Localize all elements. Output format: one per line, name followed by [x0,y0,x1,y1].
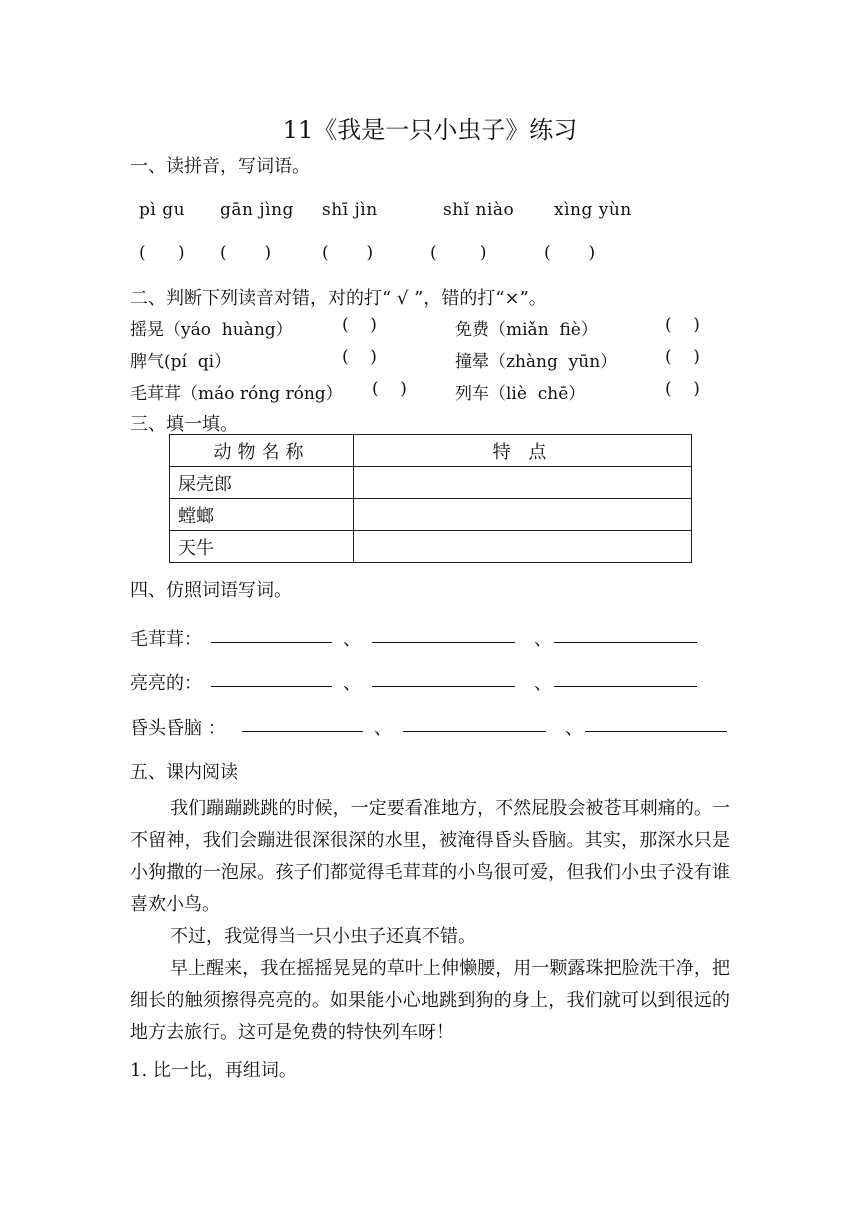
answer-bracket-3[interactable]: ( ) [322,243,374,263]
judge-item-text: 列车（liè chē） [455,384,586,404]
judge-item-text: 免费（miǎn fiè） [455,320,598,340]
pinyin-5: xìng yùn [554,200,632,220]
table-row [170,499,692,531]
pinyin-1: pì gu [139,200,186,220]
question-1: 1. 比一比，再组词。 [130,1060,297,1081]
table-row [170,531,692,563]
judge-item-mark[interactable]: ( ) [342,347,377,367]
separator: 、 [534,629,552,650]
judge-item-mark[interactable]: ( ) [342,315,377,335]
judge-item-mark[interactable]: ( ) [372,379,407,399]
animal-name: 屎壳郎 [170,467,354,499]
answer-blank[interactable] [585,713,727,732]
answer-blank[interactable] [554,668,697,687]
pinyin-2: gān jìng [220,200,294,220]
imitate-label: 亮亮的： [130,673,202,694]
judge-item-text: 摇晃（yáo huàng） [130,320,293,340]
answer-blank[interactable] [242,713,363,732]
judge-item-text: 毛茸茸（máo róng róng） [130,384,343,404]
pinyin-3: shī jìn [322,200,378,220]
reading-passage [130,793,730,1049]
answer-bracket-5[interactable]: ( ) [544,243,596,263]
separator: 、 [565,718,583,739]
animal-table [169,434,692,563]
section1-heading: 一、读拼音，写词语。 [130,156,310,177]
section3-heading: 三、填一填。 [130,414,238,435]
separator: 、 [343,629,361,650]
judge-item-mark[interactable]: ( ) [665,315,700,335]
animal-name: 天牛 [170,531,354,563]
feature-cell[interactable] [354,531,692,563]
answer-blank[interactable] [211,624,332,643]
separator: 、 [374,718,392,739]
judge-item-mark[interactable]: ( ) [665,347,700,367]
separator: 、 [534,673,552,694]
passage-paragraph: 我们蹦蹦跳跳的时候，一定要看准地方，不然屁股会被苍耳刺痛的。一不留神，我们会蹦进很深很深的水里，被淹得昏头昏脑。其实，那深水只是小狗撒的一泡尿。孩子们都觉得毛茸茸的小鸟很可爱，但我们小虫子没有谁喜欢小鸟。 [130,798,730,915]
answer-blank[interactable] [372,668,515,687]
page-title: 11《我是一只小虫子》练习 [282,116,578,144]
passage-paragraph: 不过，我觉得当一只小虫子还真不错。 [170,926,476,947]
judge-item-mark[interactable]: ( ) [665,379,700,399]
section5-heading: 五、课内阅读 [130,762,238,783]
answer-blank[interactable] [554,624,697,643]
judge-item-text: 脾气(pí qi） [130,352,232,372]
separator: 、 [343,673,361,694]
section4-heading: 四、仿照词语写词。 [130,580,292,601]
table-header-feature: 特 点 [354,435,692,467]
judge-item-text: 撞晕（zhàng yūn） [455,352,618,372]
animal-name: 螳螂 [170,499,354,531]
imitate-label: 昏头昏脑 ： [130,718,226,739]
imitate-label: 毛茸茸： [130,629,202,650]
pinyin-4: shǐ niào [443,200,515,220]
feature-cell[interactable] [354,499,692,531]
table-row [170,467,692,499]
section2-heading: 二、判断下列读音对错，对的打“ √ ”，错的打“×”。 [130,288,547,309]
table-header-name: 动物名称 [170,435,354,467]
answer-bracket-2[interactable]: ( ) [220,243,272,263]
answer-blank[interactable] [403,713,546,732]
answer-blank[interactable] [372,624,515,643]
answer-bracket-1[interactable]: ( ) [139,243,185,263]
passage-paragraph: 早上醒来，我在摇摇晃晃的草叶上伸懒腰，用一颗露珠把脸洗干净，把细长的触须擦得亮亮的。如果能小心地跳到狗的身上，我们就可以到很远的地方去旅行。这可是免费的特快列车呀！ [130,958,730,1043]
feature-cell[interactable] [354,467,692,499]
answer-blank[interactable] [211,668,332,687]
answer-bracket-4[interactable]: ( ) [430,243,487,263]
